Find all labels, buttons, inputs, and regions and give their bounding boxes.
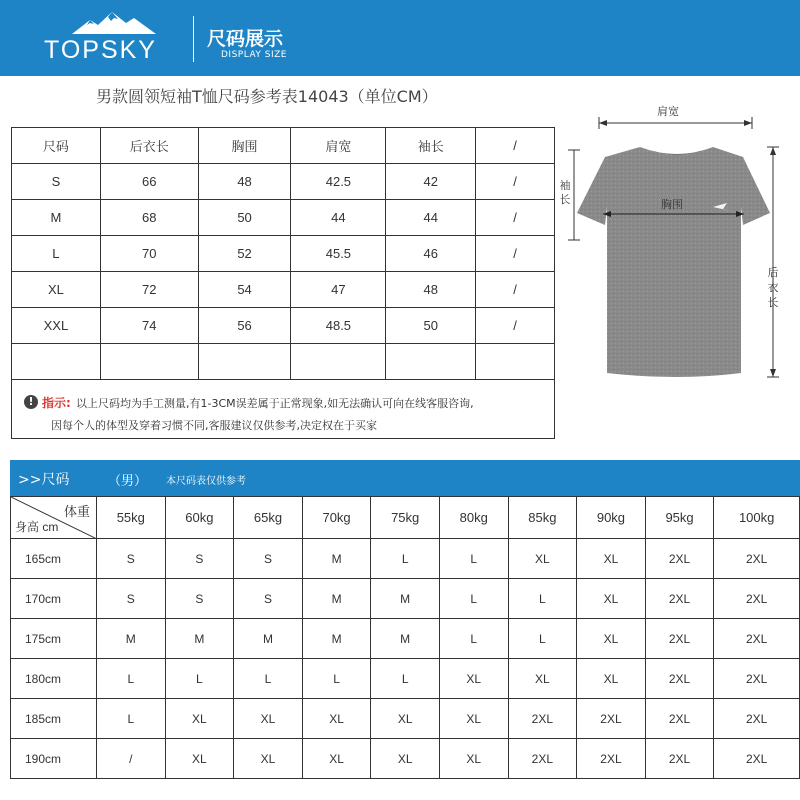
chest-label: 胸围 (661, 198, 683, 211)
size-cell: M (302, 539, 371, 579)
column-header: 袖长 (386, 128, 476, 164)
table-cell: 50 (198, 200, 291, 236)
table-cell: 48 (198, 164, 291, 200)
table-row (11, 699, 800, 739)
table-row (11, 539, 800, 579)
table-cell: 56 (198, 308, 291, 344)
weight-header: 90kg (577, 497, 646, 539)
size-cell: XL (234, 699, 303, 739)
weight-header: 65kg (234, 497, 303, 539)
size-cell: 2XL (645, 579, 714, 619)
table-cell (386, 344, 476, 380)
column-header: 尺码 (12, 128, 101, 164)
table-row (11, 579, 800, 619)
size-cell: XL (165, 699, 234, 739)
note-text: 因每个人的体型及穿着习惯不同,客服建议仅供参考,决定权在于买家 (51, 419, 377, 432)
table-cell: / (476, 272, 555, 308)
table-row (12, 308, 555, 344)
table-row (11, 659, 800, 699)
size-cell: L (302, 659, 371, 699)
header-banner (0, 0, 800, 76)
table-row (11, 739, 800, 779)
table-cell: / (476, 236, 555, 272)
mountain-logo-icon (72, 10, 156, 36)
table-cell: M (12, 200, 101, 236)
table-cell: 45.5 (291, 236, 386, 272)
size-cell: 2XL (714, 739, 800, 779)
height-cell: 170cm (11, 579, 97, 619)
table-cell: 48 (386, 272, 476, 308)
size-cell: 2XL (577, 699, 646, 739)
table-cell: 52 (198, 236, 291, 272)
recommendation-gender: （男） (108, 474, 148, 489)
recommendation-header (10, 460, 800, 496)
weight-header: 70kg (302, 497, 371, 539)
height-cell: 185cm (11, 699, 97, 739)
tshirt-icon (577, 147, 770, 377)
note-text: 以上尺码均为手工测量,有1-3CM误差属于正常现象,如无法确认可向在线客服咨询, (76, 397, 474, 410)
size-cell: XL (577, 539, 646, 579)
table-cell: 47 (291, 272, 386, 308)
size-cell: XL (302, 739, 371, 779)
size-cell: S (234, 579, 303, 619)
table-row (11, 619, 800, 659)
table-cell (100, 344, 198, 380)
size-cell: S (234, 539, 303, 579)
table-row (12, 236, 555, 272)
table-cell: 42.5 (291, 164, 386, 200)
weight-header: 75kg (371, 497, 440, 539)
sleeve-length-label: 袖长 (559, 179, 571, 206)
size-cell: 2XL (714, 659, 800, 699)
table-row (12, 200, 555, 236)
size-cell: 2XL (714, 699, 800, 739)
table-cell: 46 (386, 236, 476, 272)
size-cell: S (165, 539, 234, 579)
table-cell: L (12, 236, 101, 272)
size-cell: M (165, 619, 234, 659)
size-cell: 2XL (508, 739, 577, 779)
table-cell: / (476, 200, 555, 236)
table-cell: 74 (100, 308, 198, 344)
column-header: / (476, 128, 555, 164)
size-cell: S (97, 579, 166, 619)
size-cell: L (439, 539, 508, 579)
size-cell: 2XL (714, 619, 800, 659)
size-cell: XL (577, 579, 646, 619)
size-chart-caption: 男款圆领短袖T恤尺码参考表14043（单位CM） (96, 87, 438, 106)
size-note (11, 379, 555, 439)
size-cell: 2XL (645, 739, 714, 779)
size-cell: XL (371, 699, 440, 739)
body-length-label: 后衣长 (767, 266, 779, 309)
size-cell: L (508, 579, 577, 619)
table-row (12, 344, 555, 380)
table-cell: 68 (100, 200, 198, 236)
table-cell (476, 344, 555, 380)
exclamation-icon: ! (24, 395, 38, 409)
size-cell: / (97, 739, 166, 779)
table-row (12, 272, 555, 308)
size-cell: L (165, 659, 234, 699)
size-cell: L (508, 619, 577, 659)
size-cell: 2XL (645, 699, 714, 739)
size-cell: XL (439, 659, 508, 699)
table-cell: 50 (386, 308, 476, 344)
size-cell: XL (577, 659, 646, 699)
size-cell: XL (165, 739, 234, 779)
table-cell: 42 (386, 164, 476, 200)
size-cell: XL (371, 739, 440, 779)
size-cell: XL (439, 739, 508, 779)
size-cell: S (97, 539, 166, 579)
size-cell: M (234, 619, 303, 659)
size-cell: L (371, 539, 440, 579)
table-cell (12, 344, 101, 380)
column-header: 胸围 (198, 128, 291, 164)
recommendation-title: >>尺码 (18, 472, 70, 488)
recommendation-table (10, 496, 800, 779)
measurement-diagram (555, 95, 800, 395)
size-cell: 2XL (645, 539, 714, 579)
table-cell: 70 (100, 236, 198, 272)
size-cell: M (371, 619, 440, 659)
size-cell: M (302, 579, 371, 619)
size-cell: XL (577, 619, 646, 659)
size-cell: XL (508, 659, 577, 699)
size-cell: M (371, 579, 440, 619)
weight-header: 55kg (97, 497, 166, 539)
table-header-row (12, 128, 555, 164)
table-cell (198, 344, 291, 380)
size-cell: L (439, 579, 508, 619)
size-chart-table (11, 127, 555, 380)
size-cell: 2XL (714, 579, 800, 619)
size-cell: S (165, 579, 234, 619)
size-cell: L (97, 699, 166, 739)
size-cell: 2XL (508, 699, 577, 739)
table-cell (291, 344, 386, 380)
table-cell: XL (12, 272, 101, 308)
size-cell: 2XL (645, 659, 714, 699)
page-subtitle: DISPLAY SIZE (221, 50, 287, 60)
brand-name: TOPSKY (44, 36, 157, 64)
table-cell: 54 (198, 272, 291, 308)
size-cell: L (371, 659, 440, 699)
weight-header: 95kg (645, 497, 714, 539)
height-cell: 180cm (11, 659, 97, 699)
header-divider (193, 16, 194, 62)
size-cell: XL (234, 739, 303, 779)
shoulder-width-label: 肩宽 (657, 105, 679, 118)
weight-header: 100kg (714, 497, 800, 539)
weight-header-row (11, 497, 800, 539)
size-cell: L (439, 619, 508, 659)
table-row (12, 164, 555, 200)
table-cell: / (476, 164, 555, 200)
column-header: 后衣长 (100, 128, 198, 164)
size-cell: XL (508, 539, 577, 579)
table-cell: / (476, 308, 555, 344)
size-cell: L (97, 659, 166, 699)
size-cell: 2XL (714, 539, 800, 579)
table-cell: 44 (386, 200, 476, 236)
note-label: 指示: (42, 396, 71, 410)
page-title: 尺码展示 (207, 28, 284, 50)
corner-cell (11, 497, 97, 539)
height-axis-label: 身高 cm (15, 520, 59, 534)
size-cell: 2XL (645, 619, 714, 659)
column-header: 肩宽 (291, 128, 386, 164)
weight-header: 60kg (165, 497, 234, 539)
recommendation-note: 本尺码表仅供参考 (166, 476, 246, 487)
size-cell: XL (439, 699, 508, 739)
table-cell: 72 (100, 272, 198, 308)
table-cell: 44 (291, 200, 386, 236)
height-cell: 190cm (11, 739, 97, 779)
weight-axis-label: 体重 (63, 504, 90, 519)
height-cell: 165cm (11, 539, 97, 579)
size-cell: XL (302, 699, 371, 739)
table-cell: S (12, 164, 101, 200)
weight-header: 85kg (508, 497, 577, 539)
size-cell: M (97, 619, 166, 659)
height-cell: 175cm (11, 619, 97, 659)
table-cell: 66 (100, 164, 198, 200)
size-cell: M (302, 619, 371, 659)
table-cell: 48.5 (291, 308, 386, 344)
size-cell: 2XL (577, 739, 646, 779)
size-cell: L (234, 659, 303, 699)
brand-logo[interactable] (44, 10, 184, 70)
table-cell: XXL (12, 308, 101, 344)
weight-header: 80kg (439, 497, 508, 539)
